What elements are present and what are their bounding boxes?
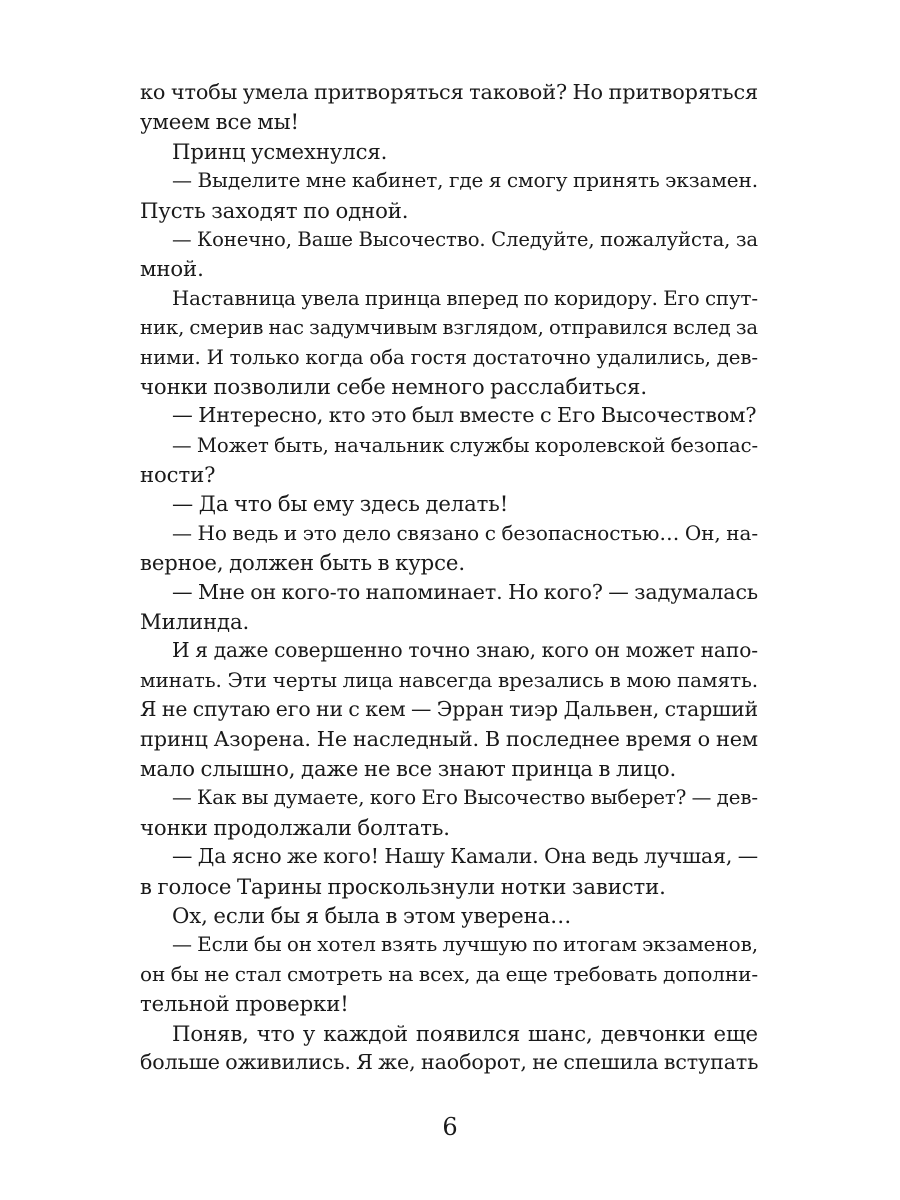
text-line: — Выделите мне кабинет, где я смогу принять экзамен. [172,168,758,193]
text-line: — Интересно, кто это был вместе с Его Высочеством? [172,403,757,428]
text-line: он бы не стал смотреть на всех, да еще требовать дополни- [140,961,758,986]
text-line: Поняв, что у каждой появился шанс, девчонки еще [172,1020,758,1046]
text-line: мной. [140,256,204,282]
text-line: — Но ведь и это дело связано с безопасностью… Он, на- [172,520,758,545]
text-line: ности? [140,462,216,488]
text-line: Наставница увела принца вперед по коридору. Его спут- [172,286,758,310]
text-line: принц Азорена. Не наследный. В последнее время о нем [140,726,758,751]
text-line: — Да что бы ему здесь делать! [172,491,509,517]
text-line: — Может быть, начальник службы королевской безопас- [172,433,758,457]
text-line: Пусть заходят по одной. [140,197,409,223]
text-line: ко чтобы умела притворяться таковой? Но притворяться [140,80,759,104]
text-line: умеем все мы! [140,109,299,135]
text-line: ними. И только когда оба гостя достаточно удалились, дев- [140,345,758,369]
text-line: чонки позволили себе немного расслабиться. [140,373,647,399]
text-line: Принц усмехнулся. [172,138,388,164]
text-line: — Если бы он хотел взять лучшую по итогам экзаменов, [172,932,758,957]
text-line: — Мне он кого-то напоминает. Но кого? — задумалась [172,579,758,604]
text-line: в голосе Тарины проскользнули нотки зависти. [140,873,666,899]
text-line: тельной проверки! [140,991,349,1017]
text-line: минать. Эти черты лица навсегда врезались в мою память. [140,667,758,692]
text-line: Я не спутаю его ни с кем — Эрран тиэр Дальвен, старший [140,697,758,722]
text-line: верное, должен быть в курсе. [140,550,465,576]
text-line: чонки продолжали болтать. [140,814,450,840]
text-line: — Да ясно же кого! Нашу Камали. Она ведь лучшая, — [172,844,758,869]
book-page-text [140,78,758,1077]
text-line: — Конечно, Ваше Высочество. Следуйте, пожалуйста, за [172,227,758,251]
text-line: мало слышно, даже не все знают принца в лицо. [140,755,677,781]
text-line: — Как вы думаете, кого Его Высочество выберет? — дев- [172,786,758,810]
text-line: И я даже совершенно точно знаю, кого он может напо- [172,638,758,663]
text-line: Милинда. [140,609,250,635]
page-number: 6 [442,1113,458,1141]
text-line: ник, смерив нас задумчивым взглядом, отправился вслед за [140,316,758,340]
text-line: больше оживились. Я же, наоборот, не спешила вступать [140,1049,759,1074]
text-line: Ох, если бы я была в этом уверена… [172,902,572,928]
